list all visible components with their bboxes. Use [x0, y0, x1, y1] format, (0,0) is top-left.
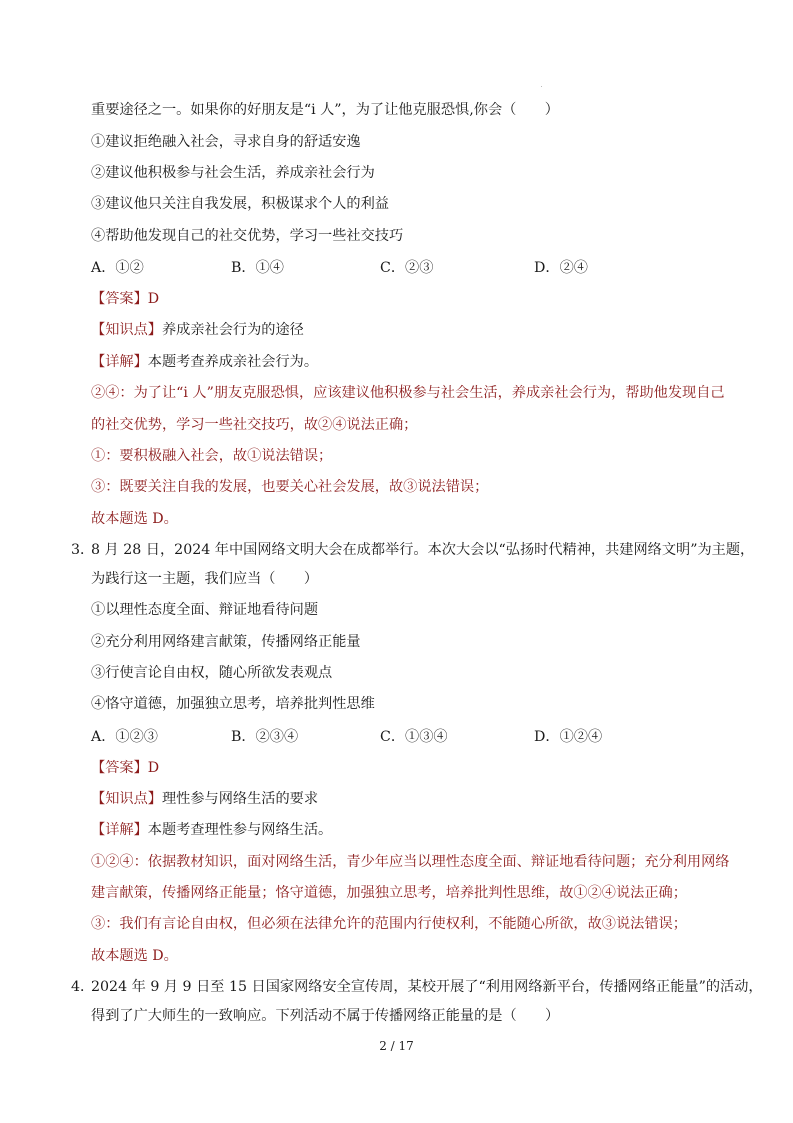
- knowledge-value: 养成亲社会行为的途径: [161, 322, 304, 338]
- q3-answer: [91, 758, 159, 778]
- detail-label: 【详解】: [91, 822, 148, 838]
- q4-stem-2: 得到了广大师生的一致响应。下列活动不属于传播网络正能量的是（ ）: [91, 1008, 560, 1024]
- q2-choice-a: A．①②: [91, 260, 144, 276]
- q2-explain-3: ①：要积极融入社会，故①说法错误；: [91, 448, 333, 464]
- q3-option-1: ①以理性态度全面、辩证地看待问题: [91, 602, 319, 618]
- q3-option-4: ④恪守道德，加强独立思考，培养批判性思维: [91, 696, 375, 712]
- answer-value: D: [147, 291, 160, 307]
- q2-explain-4: ③：既要关注自我的发展，也要关心社会发展，故③说法错误；: [91, 479, 489, 495]
- q2-explain-1: ②④：为了让“i 人”朋友克服恐惧，应该建议他积极参与社会生活，养成亲社会行为，帮助他发现自己: [91, 385, 725, 401]
- q3-explain-2: 建言献策，传播网络正能量；恪守道德，加强独立思考，培养批判性思维，故①②④说法正确；: [91, 885, 687, 901]
- knowledge-label: 【知识点】: [91, 322, 162, 338]
- q3-choice-c: C．①③④: [380, 729, 448, 745]
- q3-option-2: ②充分利用网络建言献策，传播网络正能量: [91, 634, 361, 650]
- q2-answer: [91, 289, 159, 309]
- q3-stem-1: 8 月 28 日，2024 年中国网络文明大会在成都举行。本次大会以“弘扬时代精神，共建网络文明”为主题，: [91, 542, 755, 558]
- q3-number: 3．: [71, 542, 95, 558]
- q4-stem-1: 2024 年 9 月 9 日至 15 日国家网络安全宣传周，某校开展了“利用网络新平台，传播网络正能量”的活动，: [91, 979, 763, 995]
- q3-detail: [91, 820, 332, 840]
- q2-conclusion: 故本题选 D。: [91, 511, 178, 527]
- detail-value: 本题考查养成亲社会行为。: [147, 354, 319, 370]
- answer-value: D: [147, 760, 160, 776]
- q3-option-3: ③行使言论自由权，随心所欲发表观点: [91, 665, 333, 681]
- detail-label: 【详解】: [91, 354, 148, 370]
- q3-stem-2: 为践行这一主题，我们应当（ ）: [91, 571, 319, 587]
- q2-option-1: ①建议拒绝融入社会，寻求自身的舒适安逸: [91, 134, 361, 150]
- knowledge-label: 【知识点】: [91, 791, 162, 807]
- q2-detail: [91, 352, 318, 372]
- q3-explain-1: ①②④：依据教材知识，面对网络生活，青少年应当以理性态度全面、辩证地看待问题；充分利用网络: [91, 854, 730, 870]
- q2-knowledge: [91, 320, 304, 340]
- q2-option-4: ④帮助他发现自己的社交优势，学习一些社交技巧: [91, 228, 404, 244]
- q2-explain-2: 的社交优势，学习一些社交技巧，故②④说法正确；: [91, 417, 418, 433]
- q2-option-3: ③建议他只关注自我发展，积极谋求个人的利益: [91, 196, 389, 212]
- q3-choice-b: B．②③④: [231, 729, 299, 745]
- q3-choice-a: A．①②③: [91, 729, 158, 745]
- q2-choice-d: D．②④: [534, 260, 588, 276]
- q2-option-2: ②建议他积极参与社会生活，养成亲社会行为: [91, 165, 375, 181]
- page-number: 2 / 17: [379, 1039, 414, 1053]
- answer-label: 【答案】: [91, 760, 148, 776]
- q2-stem-tail: 重要途径之一。如果你的好朋友是“i 人”，为了让他克服恐惧,你会（ ）: [91, 102, 559, 118]
- q3-conclusion: 故本题选 D。: [91, 948, 178, 964]
- q3-choices: [91, 727, 711, 747]
- q2-choices: [91, 258, 711, 278]
- scan-dot: [541, 86, 542, 87]
- knowledge-value: 理性参与网络生活的要求: [161, 791, 319, 807]
- q3-explain-3: ③：我们有言论自由权，但必须在法律允许的范围内行使权利，不能随心所欲，故③说法错误；: [91, 916, 687, 932]
- q2-choice-b: B．①④: [231, 260, 284, 276]
- answer-label: 【答案】: [91, 291, 148, 307]
- detail-value: 本题考查理性参与网络生活。: [147, 822, 333, 838]
- q2-choice-c: C．②③: [380, 260, 434, 276]
- q4-number: 4．: [71, 979, 95, 995]
- q3-choice-d: D．①②④: [534, 729, 603, 745]
- q3-knowledge: [91, 789, 318, 809]
